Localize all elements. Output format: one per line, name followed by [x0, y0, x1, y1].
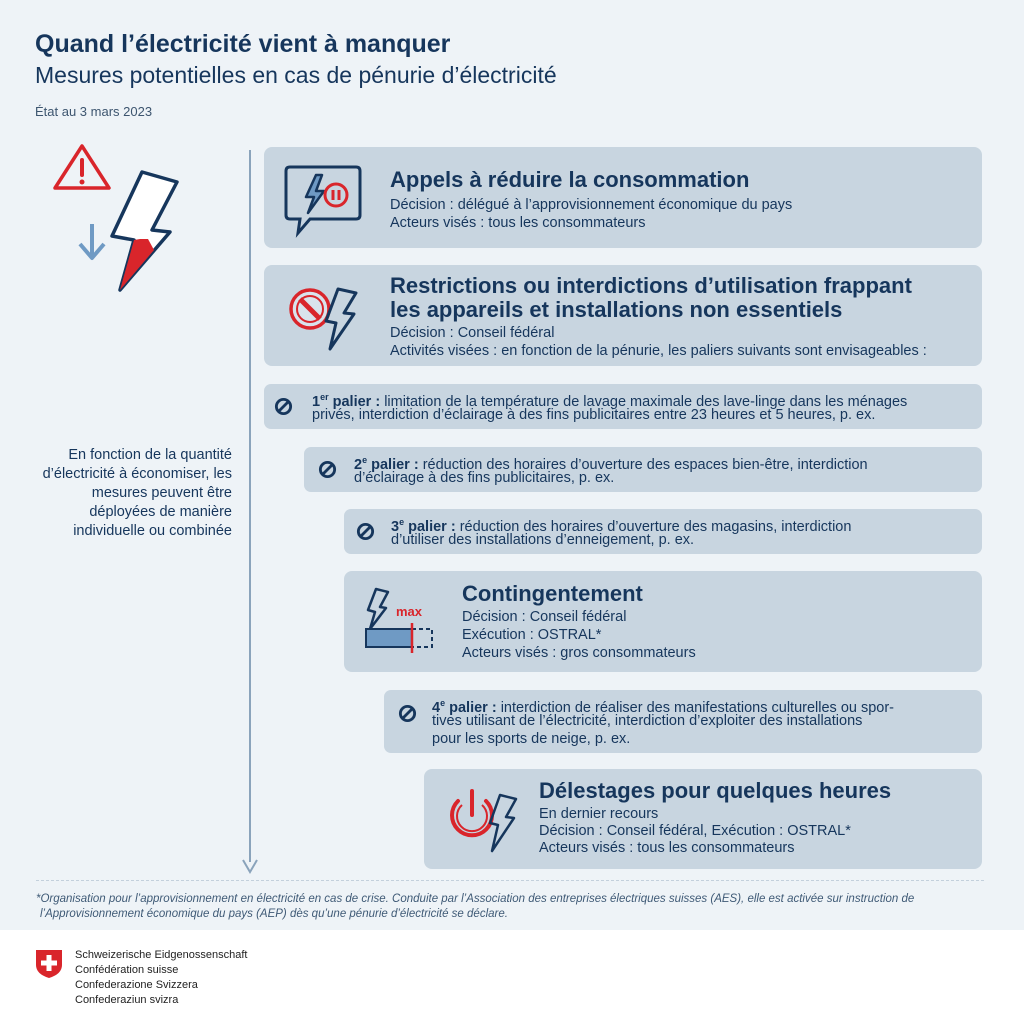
prohibited-icon: [318, 460, 337, 479]
card-restrictions: [264, 265, 982, 366]
tier-text-line2: tives utilisant de l’électricité, interdiction d’exploiter des installations: [432, 713, 863, 729]
footnote-line2: l’Approvisionnement économique du pays (AEP) dès qu’une pénurie d’électricité se déclare.: [40, 908, 508, 920]
card-decision: Décision : Conseil fédéral, Exécution : OSTRAL*: [539, 823, 851, 839]
tier-1: [264, 384, 982, 429]
side-note: En fonction de la quantité d’électricité à économiser, les mesures peuvent être déployées de manière individuelle ou combinée: [42, 447, 232, 539]
tier-text-line1: 1er palier : limitation de la température de lavage maximale des lave-linge dans les ménages: [312, 392, 908, 410]
tier-2: [304, 447, 982, 492]
wordmark-line: Schweizerische Eidgenossenschaft: [75, 949, 248, 961]
prohibited-icon: [398, 704, 417, 723]
prohibited-icon: [274, 397, 293, 416]
card-actors: Acteurs visés : tous les consommateurs: [390, 215, 646, 231]
card-title: Appels à réduire la consommation: [390, 167, 750, 192]
status-date: État au 3 mars 2023: [35, 104, 153, 119]
tier-text-line2: privés, interdiction d’éclairage à des fins publicitaires entre 23 heures et 5 heures, p. ex.: [312, 407, 876, 423]
card-title-line1: Restrictions ou interdictions d’utilisation frappant: [390, 273, 912, 298]
capacity-limit-icon: [362, 587, 442, 657]
card-activities: Activités visées : en fonction de la pénurie, les paliers suivants sont envisageables :: [390, 343, 927, 359]
speech-bubble-lightning-icon: [282, 163, 364, 239]
card-actors: Acteurs visés : gros consommateurs: [462, 645, 696, 661]
page-title: Quand l’électricité vient à manquer: [35, 30, 451, 58]
confederation-wordmark: [75, 948, 247, 1008]
tier-text-line1: 3e palier : réduction des horaires d’ouverture des magasins, interdiction: [391, 517, 852, 535]
card-load-shedding: [424, 769, 982, 869]
warning-lightning-icon: [52, 140, 187, 295]
card-title: Délestages pour quelques heures: [539, 778, 892, 803]
prohibited-icon: [356, 522, 375, 541]
card-appeals: [264, 147, 982, 248]
card-title: Contingentement: [462, 581, 643, 606]
footnote: [36, 892, 936, 922]
footnote-line1: *Organisation pour l’approvisionnement en électricité en cas de crise. Conduite par l’Association des entreprises électriques suisses (AES), elle est activée sur instruction de: [36, 893, 915, 905]
card-decision: Décision : délégué à l’approvisionnement économique du pays: [390, 197, 793, 213]
timeline-axis: [249, 150, 251, 862]
card-decision: Décision : Conseil fédéral: [462, 609, 627, 625]
card-contingent: [344, 571, 982, 672]
prohibited-lightning-icon: [282, 279, 364, 355]
tier-text-line3: pour les sports de neige, p. ex.: [432, 731, 631, 747]
page-subtitle: Mesures potentielles en cas de pénurie d’électricité: [35, 62, 557, 88]
card-last-resort: En dernier recours: [539, 806, 659, 822]
max-label: max: [396, 604, 423, 619]
tier-text-line1: 4e palier : interdiction de réaliser des manifestations culturelles ou spor-: [432, 698, 895, 716]
tier-4: [384, 690, 982, 753]
card-title-line2: les appareils et installations non essentiels: [390, 297, 843, 322]
timeline-arrow-icon: [241, 858, 259, 874]
power-off-lightning-icon: [444, 789, 524, 855]
card-actors: Acteurs visés : tous les consommateurs: [539, 840, 795, 856]
card-execution: Exécution : OSTRAL*: [462, 627, 602, 643]
wordmark-line: Confederazione Svizzera: [75, 979, 198, 991]
tier-text-line1: 2e palier : réduction des horaires d’ouverture des espaces bien-être, interdiction: [354, 455, 868, 473]
wordmark-line: Confédération suisse: [75, 964, 179, 976]
swiss-shield-logo: [35, 949, 63, 979]
tier-text-line2: d’utiliser des installations d’enneigement, p. ex.: [391, 532, 695, 548]
wordmark-line: Confederaziun svizra: [75, 994, 179, 1006]
tier-3: [344, 509, 982, 554]
divider: [36, 880, 984, 881]
card-decision: Décision : Conseil fédéral: [390, 325, 555, 341]
tier-text-line2: d’éclairage à des fins publicitaires, p. ex.: [354, 470, 615, 486]
